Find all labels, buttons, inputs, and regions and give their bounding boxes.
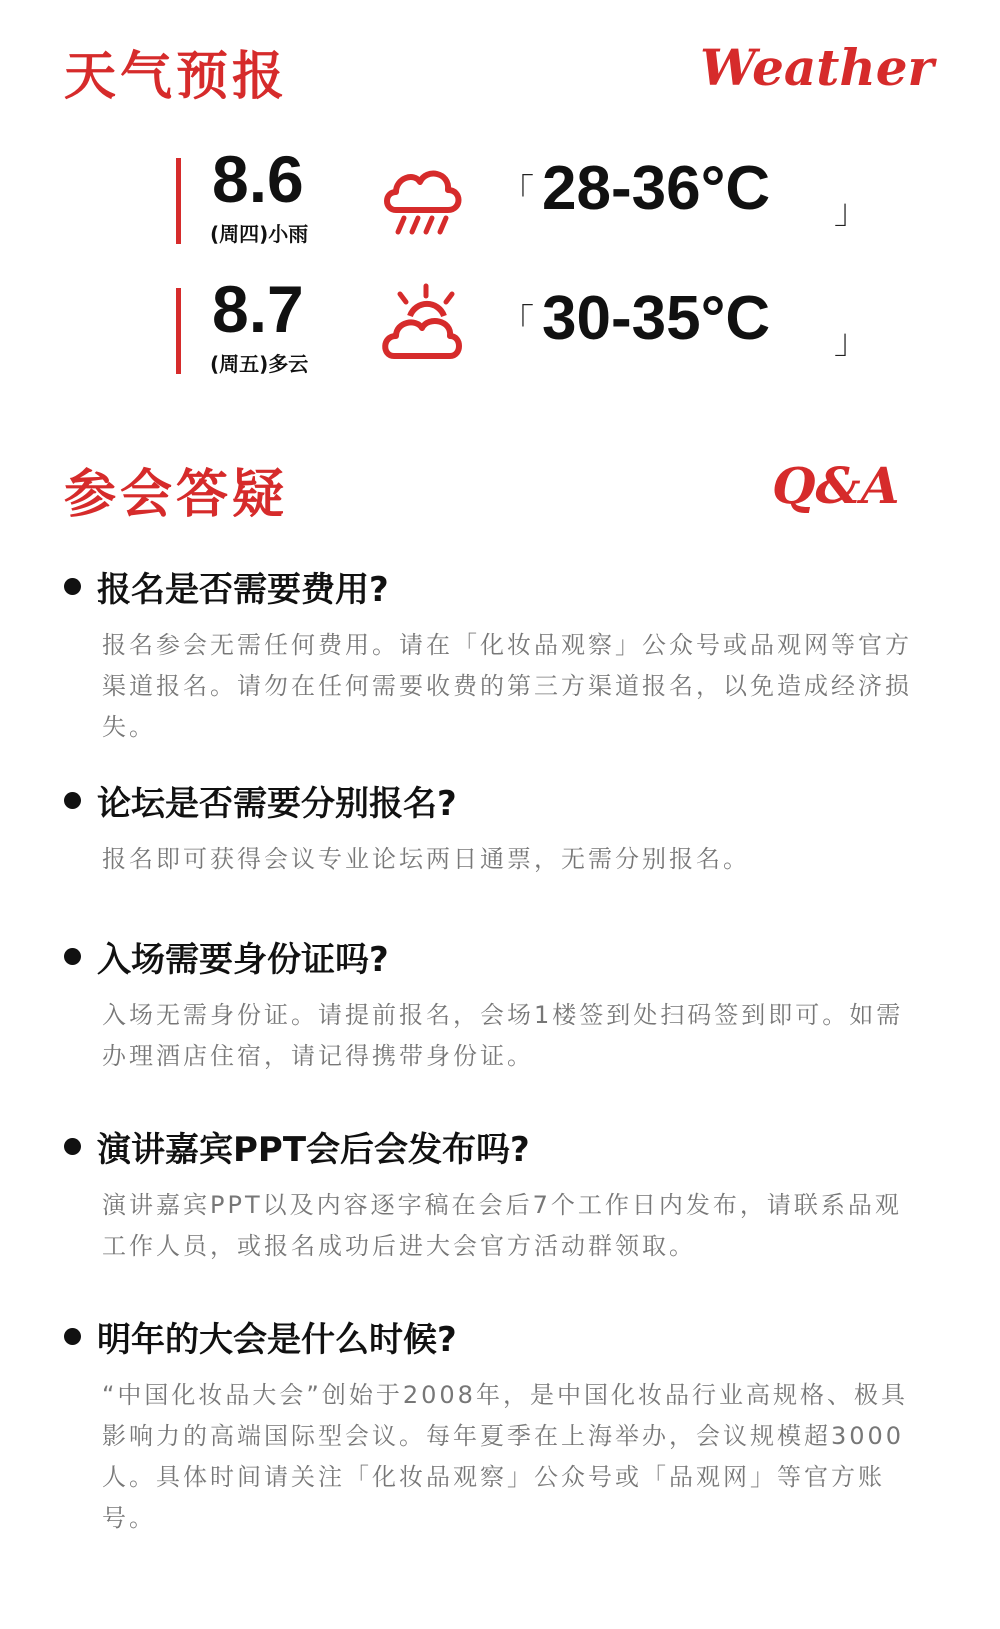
weather-section-tag: Weather — [700, 38, 934, 97]
weather-weekday-desc: (周五)多云 — [210, 352, 309, 376]
qa-question — [64, 1122, 924, 1171]
weather-date: 8.7 — [212, 272, 304, 346]
qa-question — [64, 776, 924, 825]
qa-question — [64, 932, 924, 981]
qa-question-text: 报名是否需要费用? — [97, 570, 389, 610]
weather-temperature: 30-35°C — [542, 284, 771, 353]
bullet-icon — [64, 792, 81, 809]
qa-question — [64, 562, 924, 611]
weather-date: 8.6 — [212, 142, 304, 216]
weather-temperature: 28-36°C — [542, 154, 771, 223]
qa-item — [64, 1122, 924, 1267]
temp-bracket-open: 「 — [500, 302, 534, 342]
qa-item — [64, 562, 924, 748]
bullet-icon — [64, 1328, 81, 1345]
qa-item — [64, 932, 924, 1077]
qa-section-title: 参会答疑 — [64, 464, 289, 525]
qa-answer: 入场无需身份证。请提前报名，会场1楼签到处扫码签到即可。如需办理酒店住宿，请记得携带身份证。 — [102, 1001, 904, 1070]
qa-item — [64, 776, 924, 880]
weather-row-day2 — [0, 272, 1000, 408]
weather-row-day1 — [0, 142, 1000, 278]
bullet-icon — [64, 1138, 81, 1155]
qa-answer: 报名参会无需任何费用。请在「化妆品观察」公众号或品观网等官方渠道报名。请勿在任何需要收费的第三方渠道报名，以免造成经济损失。 — [102, 631, 912, 741]
weather-section-title: 天气预报 — [64, 46, 289, 107]
qa-question-text: 入场需要身份证吗? — [97, 940, 389, 980]
rain-cloud-icon — [380, 158, 464, 242]
weather-weekday-desc: (周四)小雨 — [210, 222, 309, 246]
qa-answer: “中国化妆品大会”创始于2008年，是中国化妆品行业高规格、极具影响力的高端国际型会议。每年夏季在上海举办，会议规模超3000人。具体时间请关注「化妆品观察」公众号或「品观网」等官方账号。 — [102, 1381, 908, 1532]
temp-bracket-close: 」 — [834, 192, 868, 232]
bullet-icon — [64, 948, 81, 965]
qa-question-text: 论坛是否需要分别报名? — [97, 784, 457, 824]
qa-question — [64, 1312, 924, 1361]
qa-section-tag: Q&A — [772, 456, 900, 515]
qa-item — [64, 1312, 924, 1539]
weather-accent-bar — [176, 158, 181, 244]
temp-bracket-close: 」 — [834, 322, 868, 362]
qa-answer: 报名即可获得会议专业论坛两日通票，无需分别报名。 — [102, 845, 750, 873]
bullet-icon — [64, 578, 81, 595]
weather-accent-bar — [176, 288, 181, 374]
temp-bracket-open: 「 — [500, 172, 534, 212]
qa-question-text: 明年的大会是什么时候? — [97, 1320, 457, 1360]
qa-question-text: 演讲嘉宾PPT会后会发布吗? — [97, 1130, 530, 1170]
sun-cloud-icon — [380, 280, 464, 364]
qa-answer: 演讲嘉宾PPT以及内容逐字稿在会后7个工作日内发布，请联系品观工作人员，或报名成功后进大会官方活动群领取。 — [102, 1191, 902, 1260]
